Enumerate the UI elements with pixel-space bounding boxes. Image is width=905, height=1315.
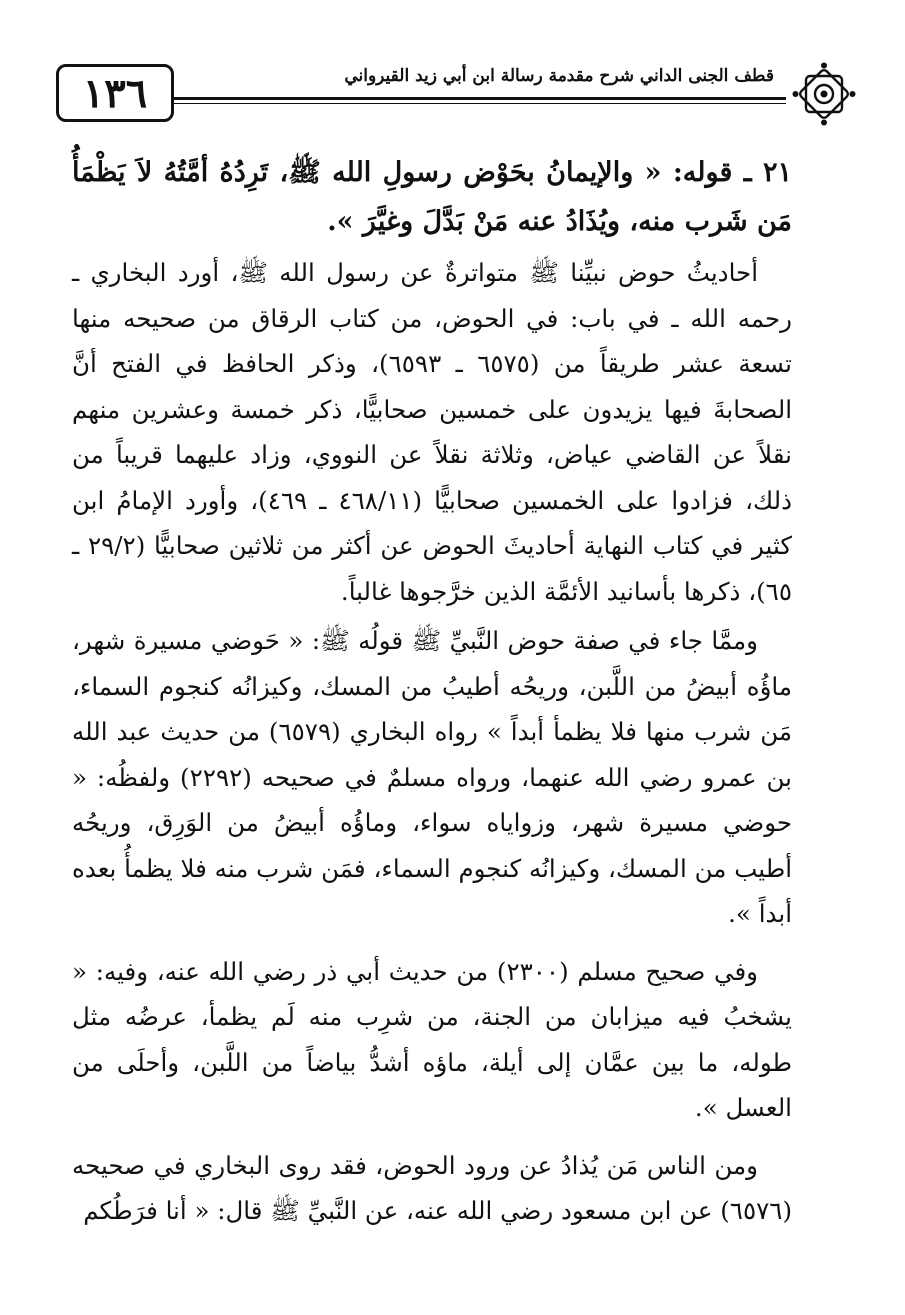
eight-point-star-icon [792, 62, 856, 126]
header-rule [174, 97, 786, 100]
section-quote: « والإيمانُ بحَوْض رسولِ الله ﷺ، تَرِدُهُ أمَّتُهُ لاَ يَظْمَأُ مَن شَرب منه، ويُذَادُ عنه مَنْ بَدَّلَ وغيَّرَ ». [72, 157, 792, 237]
paragraph-hawd-description: وممَّا جاء في صفة حوض النَّبيِّ ﷺ قولُه ﷺ: « حَوضي مسيرة شهر، ماؤُه أبيضُ من اللَّبن، وريحُه أطيبُ من المسك، وكيزانُه كنجوم السماء، مَن شرب منها فلا يظمأ أبداً » رواه البخاري (٦٥٧٩) من حديث عبد الله بن عمرو رضي الله عنهما، ورواه مسلمٌ في صحيحه (٢٢٩٢) ولفظُه: « حوضي مسيرة شهر، وزواياه سواء، وماؤُه أبيضُ من الوَرِق، وريحُه أطيب من المسك، وكيزانُه كنجوم السماء، فمَن شرب منه فلا يظمأُ بعده أبداً ». [72, 626, 792, 928]
header-rule-thin [174, 103, 786, 104]
page-number: ١٣٦ [56, 64, 174, 122]
running-header [56, 56, 856, 134]
paragraph-hadith-mutawatir: أحاديثُ حوض نبيِّنا ﷺ متواترةٌ عن رسول الله ﷺ، أورد البخاري ـ رحمه الله ـ في باب: في الحوض، من كتاب الرقاق من صحيحه منها تسعة عشر طريقاً من (٦٥٧٥ ـ ٦٥٩٣)، وذكر الحافظ في الفتح أنَّ الصحابةَ فيها يزيدون على خمسين صحابيًّا، ذكر خمسة وعشرين منهم نقلاً عن القاضي عياض، وثلاثة نقلاً عن النووي، وزاد عليهما قريباً من ذلك، فزادوا على الخمسين صحابيًّا (٤٦٨/١١ ـ ٤٦٩)، وأورد الإمامُ ابن كثير في كتاب النهاية أحاديثَ الحوض عن أكثر من ثلاثين صحابيًّا (٢٩/٢ ـ ٦٥)، ذكرها بأسانيد الأئمَّة الذين خرَّجوها غالباً. [72, 258, 792, 606]
running-title: قطف الجنى الداني شرح مقدمة رسالة ابن أبي زيد القيرواني [344, 66, 774, 86]
page-body [72, 148, 792, 1234]
section-heading [72, 148, 792, 246]
paragraph-those-driven-away: ومن الناس مَن يُذادُ عن ورود الحوض، فقد روى البخاري في صحيحه (٦٥٧٦) عن ابن مسعود رضي الله عنه، عن النَّبيِّ ﷺ قال: « أنا فرَطُكم [72, 1150, 792, 1225]
paragraph-sahih-muslim: وفي صحيح مسلم (٢٣٠٠) من حديث أبي ذر رضي الله عنه، وفيه: « يشخبُ فيه ميزابان من الجنة، من شرِب منه لَم يظمأ، عرضُه مثل طوله، ما بين عمَّان إلى أيلة، ماؤه أشدُّ بياضاً من اللَّبن، وأحلَى من العسل ». [72, 956, 792, 1122]
section-number: ٢١ ـ قوله: [672, 157, 792, 188]
